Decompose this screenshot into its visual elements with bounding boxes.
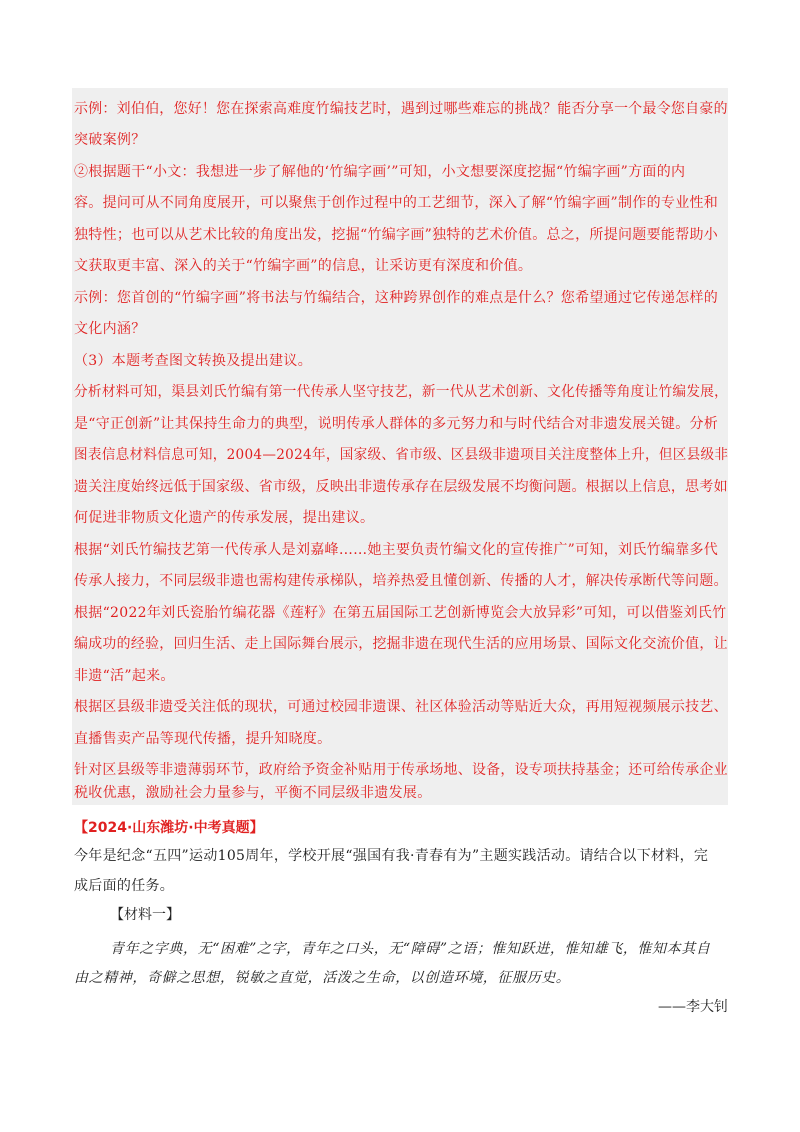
answer-line: 文化内涵？ xyxy=(74,321,146,337)
answer-line: 示例：您首创的“竹编字画”将书法与竹编结合，这种跨界创作的难点是什么？您希望通过它传递怎样的 xyxy=(74,290,719,306)
answer-line: 突破案例？ xyxy=(74,132,146,148)
answer-line: （3）本题考查图文转换及提出建议。 xyxy=(74,353,313,369)
quote-line: 由之精神，奇僻之思想，锐敏之直觉，活泼之生命，以创造环境，征服历史。 xyxy=(74,970,571,986)
answer-line: 何促进非物质文化遗产的传承发展，提出建议。 xyxy=(74,510,375,526)
answer-line: 示例：刘伯伯，您好！您在探索高难度竹编技艺时，遇到过哪些难忘的挑战？能否分享一个最令您自豪的 xyxy=(74,101,728,117)
quote-attribution: ——李大钊 xyxy=(658,999,728,1015)
source-label: 【2024·山东潍坊·中考真题】 xyxy=(74,820,264,836)
answer-line: 是“守正创新”让其保持生命力的典型，说明传承人群体的多元努力和与时代结合对非遗发展关键。分析 xyxy=(74,416,719,432)
answer-line: 根据区县级非遗受关注低的现状，可通过校园非遗课、社区体验活动等贴近大众，再用短视频展示技艺、 xyxy=(74,699,728,715)
material-title: 【材料一】 xyxy=(110,907,180,923)
answer-line: 文获取更丰富、深入的关于“竹编字画”的信息，让采访更有深度和价值。 xyxy=(74,258,533,274)
answer-line: 税收优惠，激励社会力量参与，平衡不同层级非遗发展。 xyxy=(74,785,432,801)
answer-line: 容。提问可从不同角度展开，可以聚焦于创作过程中的工艺细节，深入了解“竹编字画”制作的专业性和 xyxy=(74,195,719,211)
intro-line: 成后面的任务。 xyxy=(74,878,175,894)
answer-line: 非遗“活”起来。 xyxy=(74,668,175,684)
answer-line: 直播售卖产品等现代传播，提升知晓度。 xyxy=(74,731,332,747)
answer-line: 传承人接力，不同层级非遗也需构建传承梯队，培养热爱且懂创新、传播的人才，解决传承断代等问题。 xyxy=(74,573,728,589)
quote-line: 青年之字典，无“困难”之字，青年之口头，无“障碍”之语；惟知跃进，惟知雄飞，惟知本其自 xyxy=(110,941,711,957)
answer-line: 针对区县级等非遗薄弱环节，政府给予资金补贴用于传承场地、设备，设专项扶持基金；还可给传承企业 xyxy=(74,762,728,778)
answer-line: 图表信息材料信息可知，2004—2024年，国家级、省市级、区县级非遗项目关注度整体上升，但区县级非 xyxy=(74,447,729,463)
answer-line: 根据“2022年刘氏瓷胎竹编花器《莲籽》在第五届国际工艺创新博览会大放异彩”可知，可以借鉴刘氏竹 xyxy=(74,605,727,621)
answer-line: ②根据题干“小文：我想进一步了解他的‘竹编字画’”可知，小文想要深度挖掘“竹编字画”方面的内 xyxy=(74,164,686,180)
intro-line: 今年是纪念“五四”运动105周年，学校开展“强国有我·青春有为”主题实践活动。请结合以下材料，完 xyxy=(74,848,709,864)
answer-line: 遗关注度始终远低于国家级、省市级，反映出非遗传承存在层级发展不均衡问题。根据以上信息，思考如 xyxy=(74,479,728,495)
answer-line: 分析材料可知，渠县刘氏竹编有第一代传承人坚守技艺，新一代从艺术创新、文化传播等角度让竹编发展， xyxy=(74,384,729,400)
answer-line: 编成功的经验，回归生活、走上国际舞台展示，挖掘非遗在现代生活的应用场景、国际文化交流价值，让 xyxy=(74,636,728,652)
answer-line: 独特性；也可以从艺术比较的角度出发，挖掘“竹编字画”独特的艺术价值。总之，所提问题要能帮助小 xyxy=(74,227,719,243)
answer-line: 根据“刘氏竹编技艺第一代传承人是刘嘉峰……她主要负责竹编文化的宣传推广”可知，刘氏竹编靠多代 xyxy=(74,542,719,558)
